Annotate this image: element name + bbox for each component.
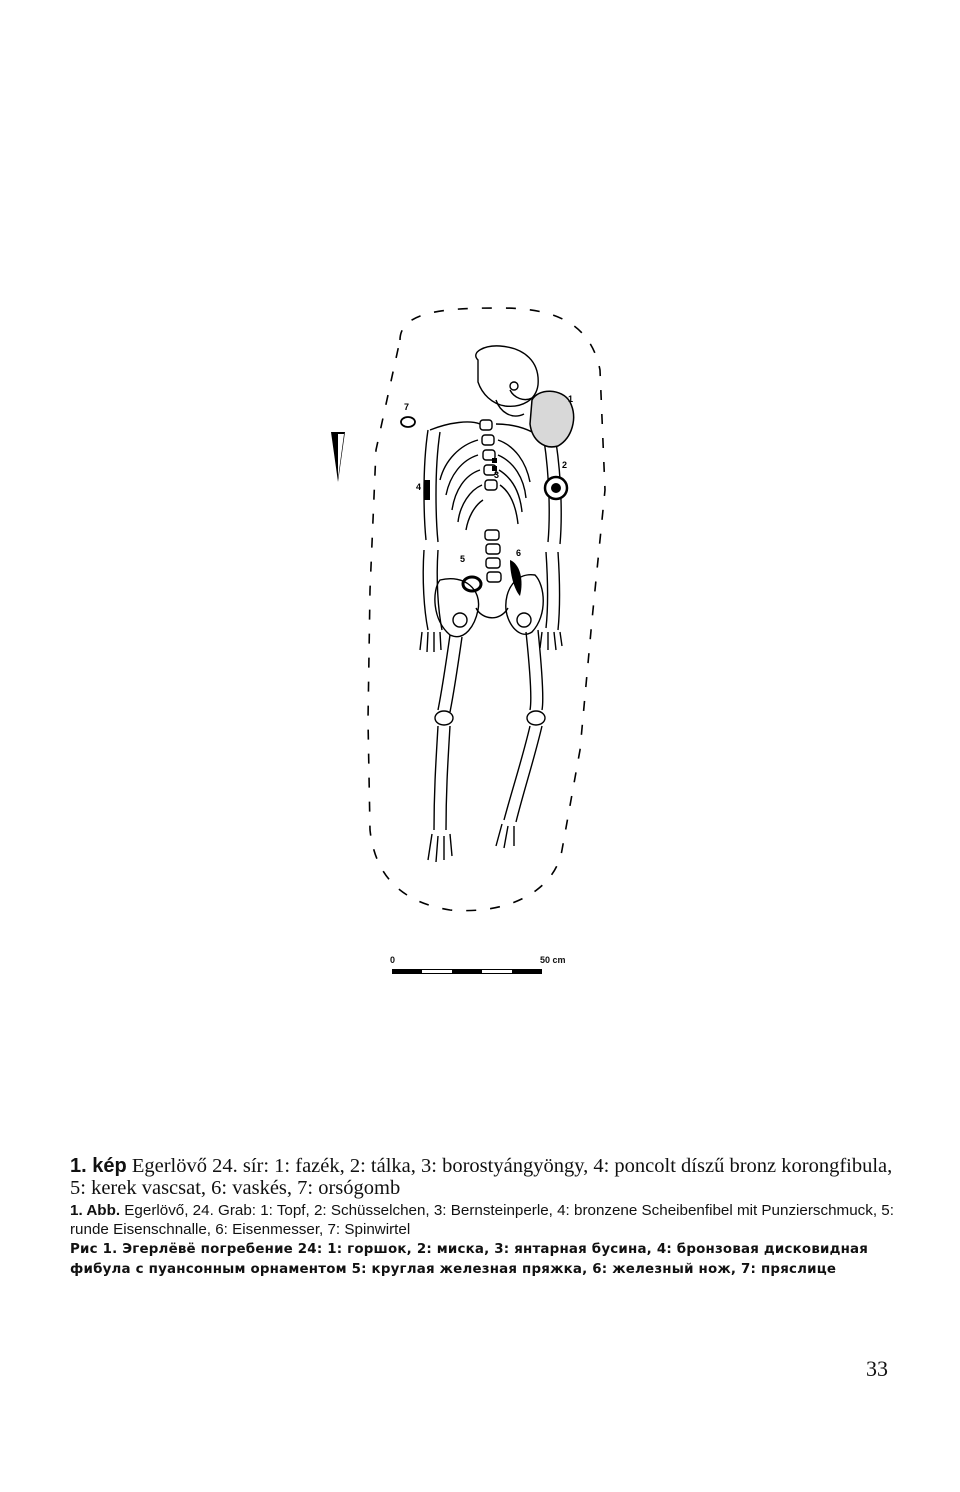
caption-german-label: 1. Abb. [70,1202,121,1219]
grave-drawing [300,290,660,990]
brooch-find [424,480,430,500]
find-number-5: 5 [460,554,466,564]
amber-bead-find [492,458,497,463]
find-number-2: 2 [562,460,568,470]
spindle-whorl-find [401,417,415,427]
figure-captions [70,1155,900,1280]
grave-goods [401,391,574,596]
caption-german [70,1201,900,1239]
caption-russian [70,1240,900,1280]
scale-bar [390,955,580,995]
page-number: 33 [866,1356,888,1381]
find-number-4: 4 [416,482,422,492]
find-number-6: 6 [516,548,522,558]
caption-hungarian-text: Egerlövő 24. sír: 1: fazék, 2: tálka, 3: borostyángyöngy, 4: poncolt díszű bronz korongfibula, 5: kerek vascsat, 6: vaskés, 7: orsógomb [70,1155,893,1199]
caption-russian-label: Рис 1. [70,1242,118,1257]
find-number-1: 1 [568,394,574,404]
scale-start-label: 0 [390,955,396,965]
caption-russian-text: Эгерлёвё погребение 24: 1: горшок, 2: миска, 3: янтарная бусина, 4: бронзовая дисковидная фибула с пуансонным орнаментом 5: круглая железная пряжка, 6: железный нож, 7: пряслице [70,1242,869,1277]
find-number-3: 3 [494,470,500,480]
scale-end-label: 50 cm [540,955,566,965]
caption-hungarian [70,1155,900,1199]
caption-hungarian-label: 1. kép [70,1155,127,1177]
knife-find [510,560,522,596]
find-number-7: 7 [404,402,410,412]
grave-plan-illustration [300,290,660,990]
scale-track [392,969,542,974]
caption-german-text: Egerlövő, 24. Grab: 1: Topf, 2: Schüsselchen, 3: Bernsteinperle, 4: bronzene Scheibenfibel mit Punzierschmuck, 5: runde Eisenschnalle, 6: Eisenmesser, 7: Spinwirtel [70,1202,894,1238]
buckle-find [463,577,481,591]
